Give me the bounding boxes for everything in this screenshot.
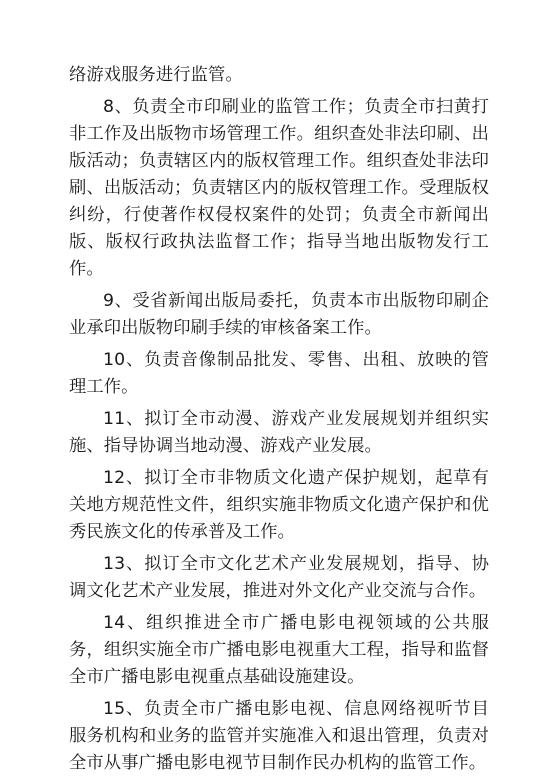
- paragraph-continuation: 络游戏服务进行监管。: [69, 65, 243, 85]
- paragraph-item-14: 14、组织推进全市广播电影电视领域的公共服务，组织实施全市广播电影电视重大工程，指导和监督全市广播电影电视重点基础设施建设。: [69, 613, 489, 687]
- paragraph-item-8: 8、负责全市印刷业的监管工作；负责全市扫黄打非工作及出版物市场管理工作。组织查处非法印刷、出版活动；负责辖区内的版权管理工作。组织查处非法印刷、出版活动；负责辖区内的版权管理工作。受理版权纠纷，行使著作权侵权案件的处罚；负责全市新闻出版、版权行政执法监督工作；指导当地出版物发行工作。: [69, 97, 489, 279]
- paragraph-item-9: 9、受省新闻出版局委托，负责本市出版物印刷企业承印出版物印刷手续的审核备案工作。: [69, 291, 489, 338]
- paragraph-item-15: 15、负责全市广播电影电视、信息网络视听节目服务机构和业务的监管并实施准入和退出管理，负责对全市从事广播电影电视节目制作民办机构的监管工作。: [69, 699, 489, 773]
- paragraph-item-12: 12、拟订全市非物质文化遗产保护规划，起草有关地方规范性文件，组织实施非物质文化遗产保护和优秀民族文化的传承普及工作。: [69, 468, 489, 542]
- paragraph-item-10: 10、负责音像制品批发、零售、出租、放映的管理工作。: [69, 350, 489, 397]
- paragraph-item-13: 13、拟订全市文化艺术产业发展规划，指导、协调文化艺术产业发展，推进对外文化产业交流与合作。: [69, 554, 489, 601]
- document-body: [69, 62, 489, 777]
- paragraph-item-11: 11、拟订全市动漫、游戏产业发展规划并组织实施、指导协调当地动漫、游戏产业发展。: [69, 409, 489, 456]
